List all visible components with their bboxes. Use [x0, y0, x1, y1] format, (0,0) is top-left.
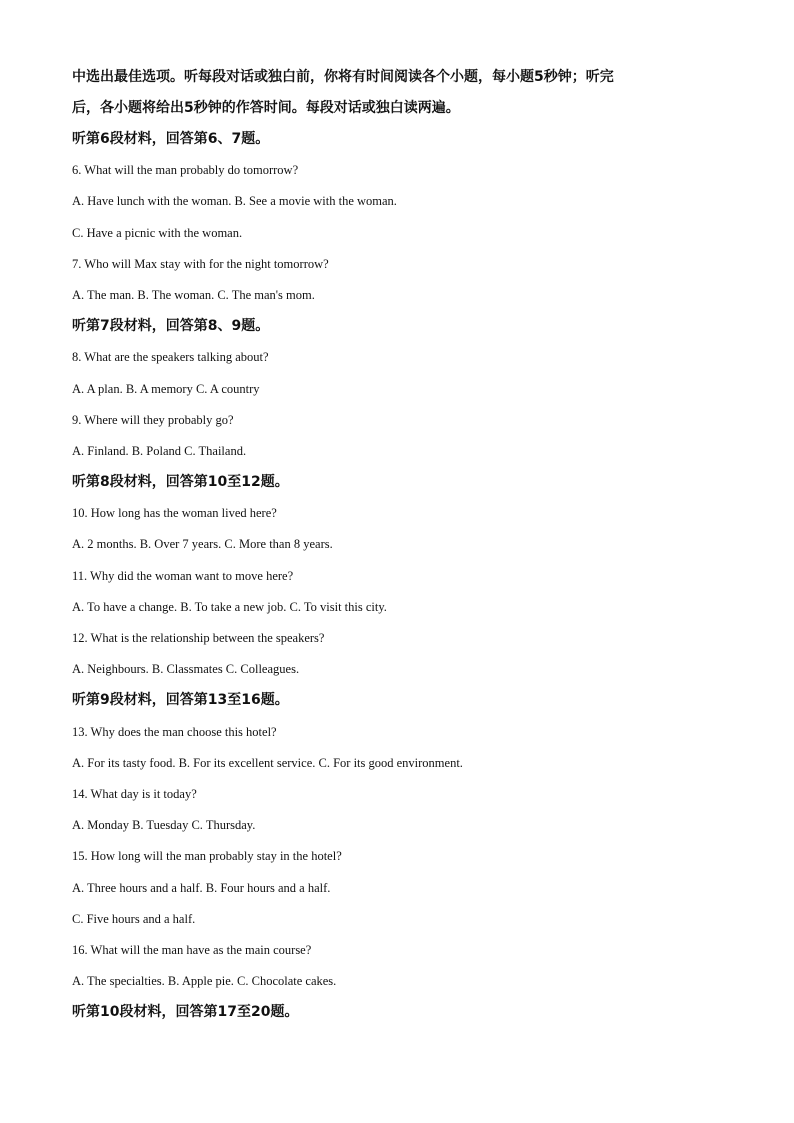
- question-8-options: A. A plan. B. A memory C. A country: [72, 381, 260, 396]
- question-14: 14. What day is it today?: [72, 786, 197, 801]
- question-8: 8. What are the speakers talking about?: [72, 350, 269, 365]
- document-page: [72, 62, 722, 1028]
- question-9-options: A. Finland. B. Poland C. Thailand.: [72, 443, 247, 458]
- question-16-options: A. The specialties. B. Apple pie. C. Chocolate cakes.: [72, 974, 337, 989]
- section-heading-6: 听第6段材料，回答第6、7题。: [72, 131, 270, 147]
- question-11-options: A. To have a change. B. To take a new job. C. To visit this city.: [72, 599, 387, 614]
- question-6-option-c: C. Have a picnic with the woman.: [72, 225, 243, 240]
- section-heading-10: 听第10段材料，回答第17至20题。: [72, 1004, 299, 1021]
- question-10: 10. How long has the woman lived here?: [72, 506, 277, 521]
- question-14-options: A. Monday B. Tuesday C. Thursday.: [72, 818, 256, 833]
- question-16: 16. What will the man have as the main course?: [72, 942, 312, 957]
- section-heading-9: 听第9段材料，回答第13至16题。: [72, 692, 289, 709]
- question-7-options: A. The man. B. The woman. C. The man's mom.: [72, 287, 315, 302]
- question-6-options-ab: A. Have lunch with the woman. B. See a movie with the woman.: [72, 194, 397, 209]
- section-heading-7: 听第7段材料，回答第8、9题。: [72, 318, 270, 335]
- question-6: 6. What will the man probably do tomorrow?: [72, 163, 299, 178]
- instructions-line-1: 中选出最佳选项。听每段对话或独白前，你将有时间阅读各个小题，每小题5秒钟；听完: [72, 69, 614, 85]
- question-12-options: A. Neighbours. B. Classmates C. Colleagues.: [72, 662, 300, 677]
- instructions-line-2: 后，各小题将给出5秒钟的作答时间。每段对话或独白读两遍。: [72, 100, 460, 116]
- question-13: 13. Why does the man choose this hotel?: [72, 724, 277, 739]
- question-15: 15. How long will the man probably stay in the hotel?: [72, 849, 342, 864]
- question-15-option-c: C. Five hours and a half.: [72, 911, 196, 926]
- question-11: 11. Why did the woman want to move here?: [72, 568, 294, 583]
- question-9: 9. Where will they probably go?: [72, 412, 234, 427]
- section-heading-8: 听第8段材料，回答第10至12题。: [72, 474, 289, 491]
- question-15-options-ab: A. Three hours and a half. B. Four hours and a half.: [72, 880, 331, 895]
- question-7: 7. Who will Max stay with for the night tomorrow?: [72, 256, 329, 271]
- question-10-options: A. 2 months. B. Over 7 years. C. More than 8 years.: [72, 537, 333, 552]
- question-12: 12. What is the relationship between the speakers?: [72, 631, 325, 645]
- question-13-options: A. For its tasty food. B. For its excellent service. C. For its good environment.: [72, 755, 463, 770]
